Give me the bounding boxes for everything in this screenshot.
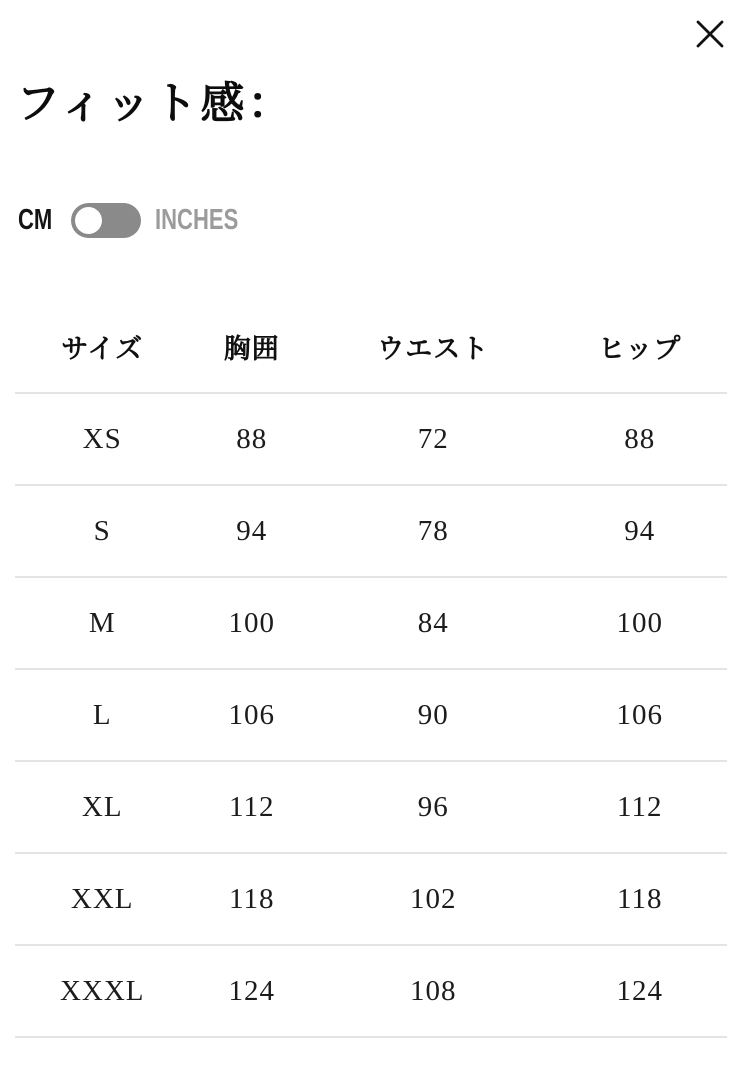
unit-toggle-row <box>18 200 265 240</box>
table-row <box>15 761 727 853</box>
table-row <box>15 393 727 485</box>
modal-title: フィット感： <box>16 79 295 128</box>
cell-chest: 124 <box>189 945 314 1037</box>
cell-hip: 106 <box>553 669 727 761</box>
unit-label-inches: INCHES <box>155 203 239 236</box>
table-row <box>15 485 727 577</box>
table-row <box>15 945 727 1037</box>
cell-hip: 118 <box>553 853 727 945</box>
size-table <box>15 301 727 1038</box>
cell-waist: 72 <box>314 393 553 485</box>
header-row <box>15 301 727 393</box>
unit-toggle-switch[interactable] <box>71 203 141 238</box>
cell-hip: 112 <box>553 761 727 853</box>
cell-waist: 102 <box>314 853 553 945</box>
cell-waist: 96 <box>314 761 553 853</box>
table-row <box>15 669 727 761</box>
size-chart <box>15 301 727 1038</box>
cell-size: XXL <box>15 853 189 945</box>
cell-chest: 88 <box>189 393 314 485</box>
cell-hip: 94 <box>553 485 727 577</box>
table-row <box>15 577 727 669</box>
column-header-chest: 胸囲 <box>223 334 280 364</box>
cell-size: XL <box>15 761 189 853</box>
column-header-waist: ウエスト <box>377 334 490 364</box>
cell-size: L <box>15 669 189 761</box>
cell-chest: 112 <box>189 761 314 853</box>
cell-chest: 106 <box>189 669 314 761</box>
cell-chest: 94 <box>189 485 314 577</box>
cell-size: XXXL <box>15 945 189 1037</box>
close-icon <box>692 16 728 52</box>
cell-size: XS <box>15 393 189 485</box>
cell-waist: 84 <box>314 577 553 669</box>
cell-hip: 100 <box>553 577 727 669</box>
cell-chest: 118 <box>189 853 314 945</box>
unit-label-cm: CM <box>18 203 53 236</box>
close-button[interactable] <box>686 10 734 58</box>
cell-hip: 124 <box>553 945 727 1037</box>
cell-size: M <box>15 577 189 669</box>
column-header-size: サイズ <box>61 334 144 364</box>
cell-waist: 78 <box>314 485 553 577</box>
table-row <box>15 853 727 945</box>
cell-waist: 90 <box>314 669 553 761</box>
cell-chest: 100 <box>189 577 314 669</box>
toggle-knob-icon <box>75 207 102 234</box>
cell-waist: 108 <box>314 945 553 1037</box>
cell-size: S <box>15 485 189 577</box>
cell-hip: 88 <box>553 393 727 485</box>
column-header-hip: ヒップ <box>598 334 682 364</box>
